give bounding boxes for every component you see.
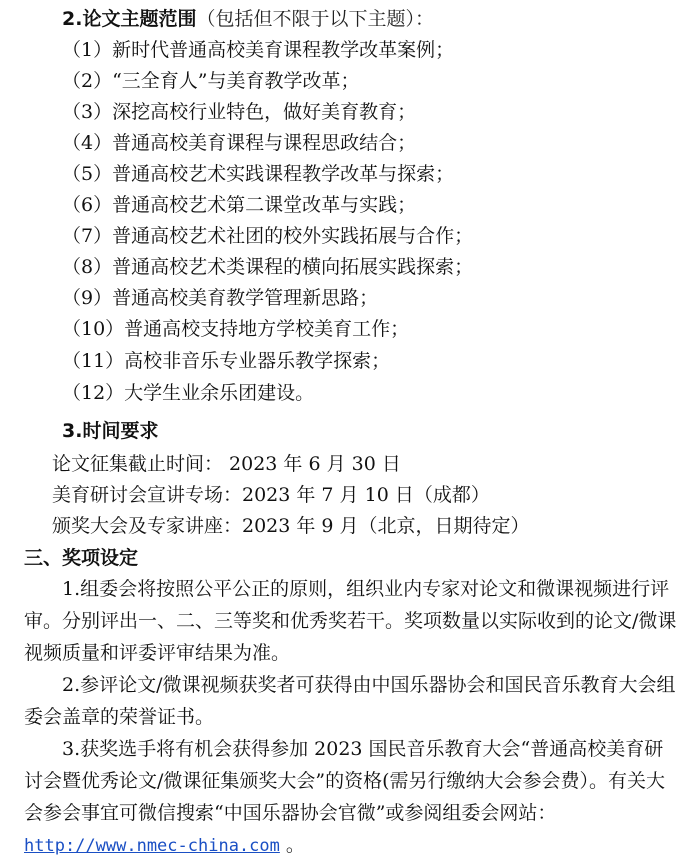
awards-heading: 三、奖项设定 bbox=[24, 547, 139, 569]
time-item-ceremony: 颁奖大会及专家讲座：2023 年 9 月（北京，日期待定） bbox=[52, 515, 530, 537]
topic-item-8: （8）普通高校艺术类课程的横向拓展实践探索； bbox=[62, 256, 474, 278]
topic-item-4: （4）普通高校美育课程与课程思政结合； bbox=[62, 132, 417, 154]
awards-paragraph-3-end: 。 bbox=[279, 834, 305, 856]
topics-heading bbox=[62, 6, 434, 32]
topics-heading-note: （包括但不限于以下主题）： bbox=[196, 8, 434, 30]
topic-item-7: （7）普通高校艺术社团的校外实践拓展与合作； bbox=[62, 225, 474, 247]
topic-item-2: （2）“三全育人”与美育教学改革； bbox=[62, 70, 360, 92]
time-heading: 3.时间要求 bbox=[62, 420, 159, 442]
topic-item-9: （9）普通高校美育教学管理新思路； bbox=[62, 287, 379, 309]
topics-heading-title: 2.论文主题范围 bbox=[62, 8, 197, 30]
topic-item-6: （6）普通高校艺术第二课堂改革与实践； bbox=[62, 194, 417, 216]
time-item-seminar: 美育研讨会宣讲专场：2023 年 7 月 10 日（成都） bbox=[52, 484, 490, 506]
topic-item-5: （5）普通高校艺术实践课程教学改革与探索； bbox=[62, 163, 455, 185]
awards-paragraph-3 bbox=[24, 733, 680, 862]
topic-item-1: （1）新时代普通高校美育课程教学改革案例； bbox=[62, 39, 455, 61]
topic-item-3: （3）深挖高校行业特色，做好美育教育； bbox=[62, 101, 417, 123]
awards-paragraph-3-text: 3.获奖选手将有机会获得参加 2023 国民音乐教育大会“普通高校美育研讨会暨优秀论文/微课征集颁奖大会”的资格(需另行缴纳大会参会费）。有关大会参会事宜可微信搜索“中国乐器协会官微”或参阅组委会网站： bbox=[24, 738, 666, 824]
awards-paragraph-2: 2.参评论文/微课视频获奖者可获得由中国乐器协会和国民音乐教育大会组委会盖章的荣誉证书。 bbox=[24, 674, 676, 728]
topic-item-11: （11）高校非音乐专业器乐教学探索； bbox=[62, 350, 391, 372]
time-item-deadline: 论文征集截止时间： 2023 年 6 月 30 日 bbox=[52, 453, 401, 475]
website-link[interactable]: http://www.nmec-china.com bbox=[24, 836, 280, 856]
topic-item-10: （10）普通高校支持地方学校美育工作； bbox=[62, 318, 410, 340]
awards-body bbox=[24, 573, 680, 862]
awards-paragraph-1: 1.组委会将按照公平公正的原则，组织业内专家对论文和微课视频进行评审。分别评出一、二、三等奖和优秀奖若干。奖项数量以实际收到的论文/微课视频质量和评委评审结果为准。 bbox=[24, 578, 677, 664]
topic-item-12: （12）大学生业余乐团建设。 bbox=[62, 382, 315, 404]
